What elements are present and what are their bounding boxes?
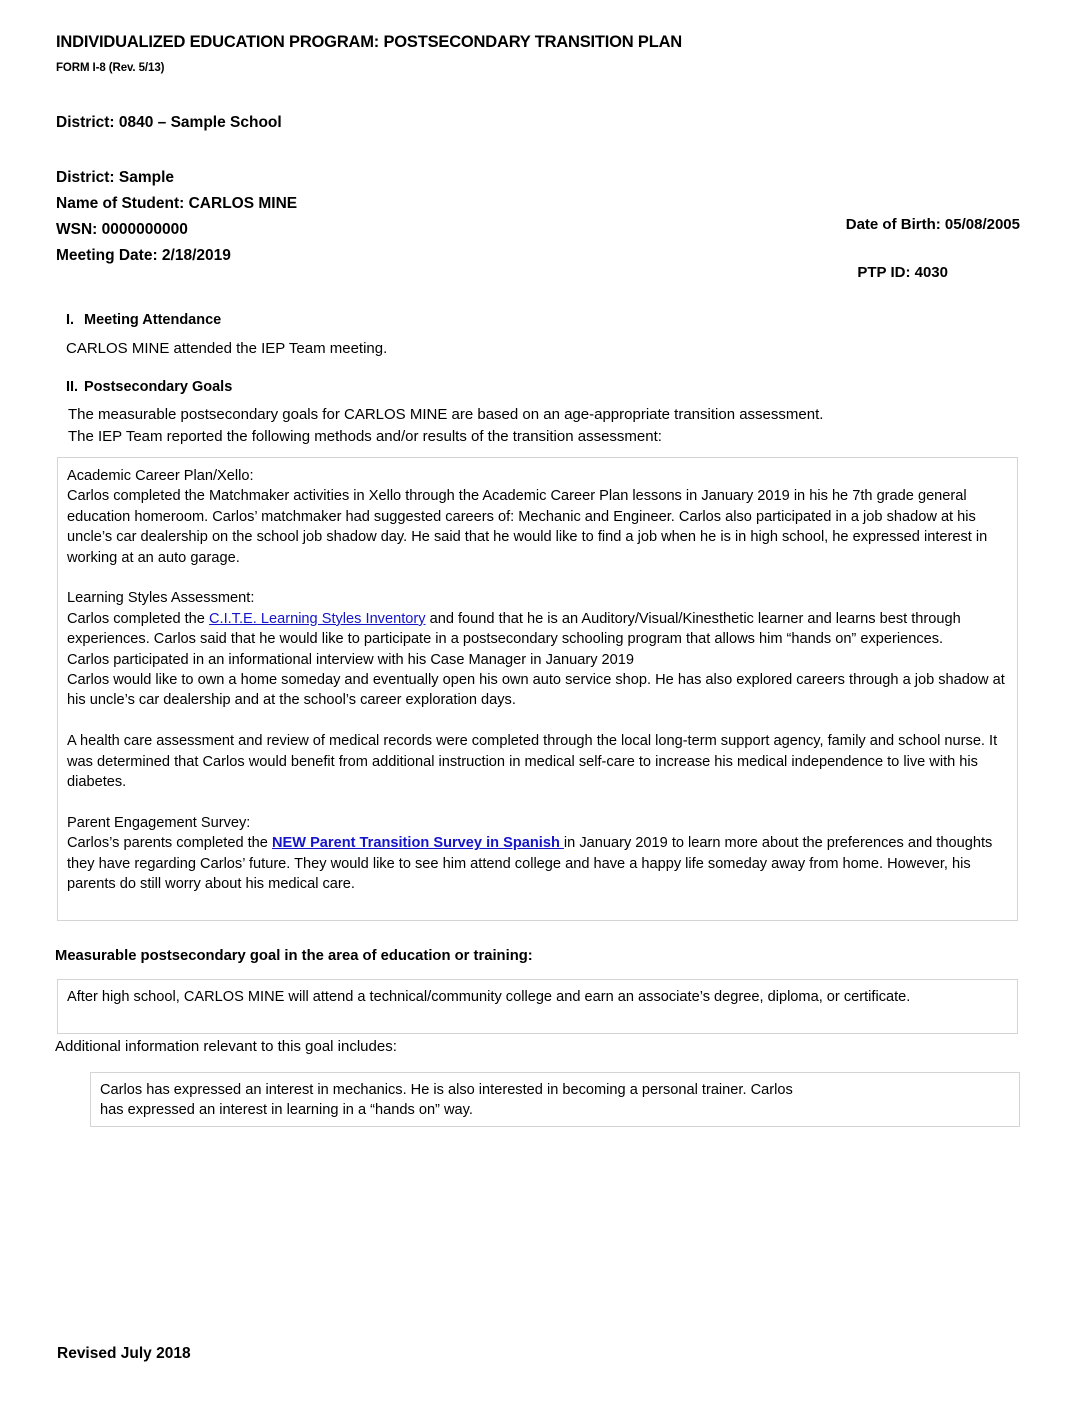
measurable-goal-box	[57, 979, 1018, 1034]
section-two-heading-label: Postsecondary Goals	[84, 379, 233, 395]
informational-interview-line: Carlos participated in an informational interview with his Case Manager in January 2019	[67, 651, 635, 668]
learning-styles-post-text: and found that he is an Auditory/Visual/Kinesthetic learner and learns best through experiences. Carlos said that he would like to participate in a postsecondary schooling program that allows him “hands on” experiences.	[67, 610, 961, 648]
student-name-line: Name of Student: CARLOS MINE	[56, 195, 298, 212]
health-care-assessment-text: A health care assessment and review of medical records were completed through the local long-term support agency, family and school nurse. It was determined that Carlos would benefit from additional instruction in medical self-care to increase his medical independence to live with his diabetes.	[67, 733, 998, 791]
additional-information-line-two: has expressed an interest in learning in a “hands on” way.	[100, 1102, 473, 1119]
form-identifier: FORM I-8 (Rev. 5/13)	[56, 62, 165, 74]
additional-information-box	[90, 1072, 1020, 1127]
ptp-id-line: PTP ID: 4030	[857, 264, 948, 281]
measurable-goal-text: After high school, CARLOS MINE will attend a technical/community college and earn an associate’s degree, diploma, or certificate.	[67, 989, 911, 1005]
intro-line-two: The IEP Team reported the following methods and/or results of the transition assessment:	[68, 428, 662, 445]
date-of-birth-line: Date of Birth: 05/08/2005	[845, 216, 1020, 233]
wsn-line: WSN: 0000000000	[56, 221, 188, 238]
spacer-two	[67, 711, 1007, 731]
document-title: INDIVIDUALIZED EDUCATION PROGRAM: POSTSECONDARY TRANSITION PLAN	[56, 33, 683, 51]
career-exploration-line: Carlos would like to own a home someday and eventually open his own auto service shop. He has also explored careers through a job shadow at his uncle’s car dealership and at the school’s career exploration days.	[67, 672, 1005, 709]
additional-information-heading: Additional information relevant to this goal includes:	[55, 1038, 397, 1055]
academic-career-plan-label: Academic Career Plan/Xello:	[67, 468, 254, 484]
transition-assessment-box	[57, 457, 1018, 921]
learning-styles-pre-text: Carlos completed the	[67, 610, 209, 627]
meeting-attendance-text: CARLOS MINE attended the IEP Team meeting.	[66, 340, 388, 357]
parent-survey-pre-text: Carlos’s parents completed the	[67, 835, 272, 852]
district-school-line: District: 0840 – Sample School	[56, 114, 282, 131]
section-one-heading-label: Meeting Attendance	[84, 312, 222, 328]
additional-information-line-one: Carlos has expressed an interest in mechanics. He is also interested in becoming a personal trainer. Carlos	[100, 1082, 793, 1098]
section-two-numeral: II.	[66, 379, 79, 395]
intro-line-one: The measurable postsecondary goals for CARLOS MINE are based on an age-appropriate transition assessment.	[68, 406, 824, 423]
spacer-three	[67, 792, 1007, 812]
cite-learning-styles-inventory-link[interactable]: C.I.T.E. Learning Styles Inventory	[208, 610, 426, 627]
academic-career-plan-text: Carlos completed the Matchmaker activities in Xello through the Academic Career Plan lessons in January 2019 in his he 7th grade general education homeroom. Carlos’ matchmaker had suggested careers of: Mechanic and Engineer. Carlos also participated in a job shadow at his uncle’s car dealership on the school job shadow day. He said that he would like to find a job when he is in high school, he expressed interest in working at an auto garage.	[67, 488, 988, 566]
meeting-date-line: Meeting Date: 2/18/2019	[56, 247, 231, 264]
parent-engagement-survey-paragraph	[67, 833, 1007, 894]
parent-engagement-survey-label: Parent Engagement Survey:	[67, 814, 251, 831]
measurable-goal-heading: Measurable postsecondary goal in the area of education or training:	[55, 948, 533, 964]
learning-styles-label: Learning Styles Assessment:	[67, 590, 255, 607]
postsecondary-goals-intro	[68, 404, 968, 448]
section-heading-postsecondary-goals	[66, 379, 232, 395]
page-footer-revision: Revised July 2018	[57, 1345, 191, 1362]
district-line: District: Sample	[56, 169, 175, 186]
section-one-numeral: I.	[66, 312, 75, 328]
section-heading-meeting-attendance	[66, 312, 221, 328]
new-parent-transition-survey-spanish-link[interactable]: NEW Parent Transition Survey in Spanish	[271, 835, 564, 852]
student-identification-block	[56, 165, 297, 269]
parent-survey-post-text: in January 2019 to learn more about the preferences and thoughts they have regarding Carlos’ future. They would like to see him attend college and have a happy life someday away from home. However, his parents do still worry about his medical care.	[67, 835, 993, 893]
spacer-one	[67, 568, 1007, 588]
learning-styles-paragraph	[67, 609, 1007, 650]
